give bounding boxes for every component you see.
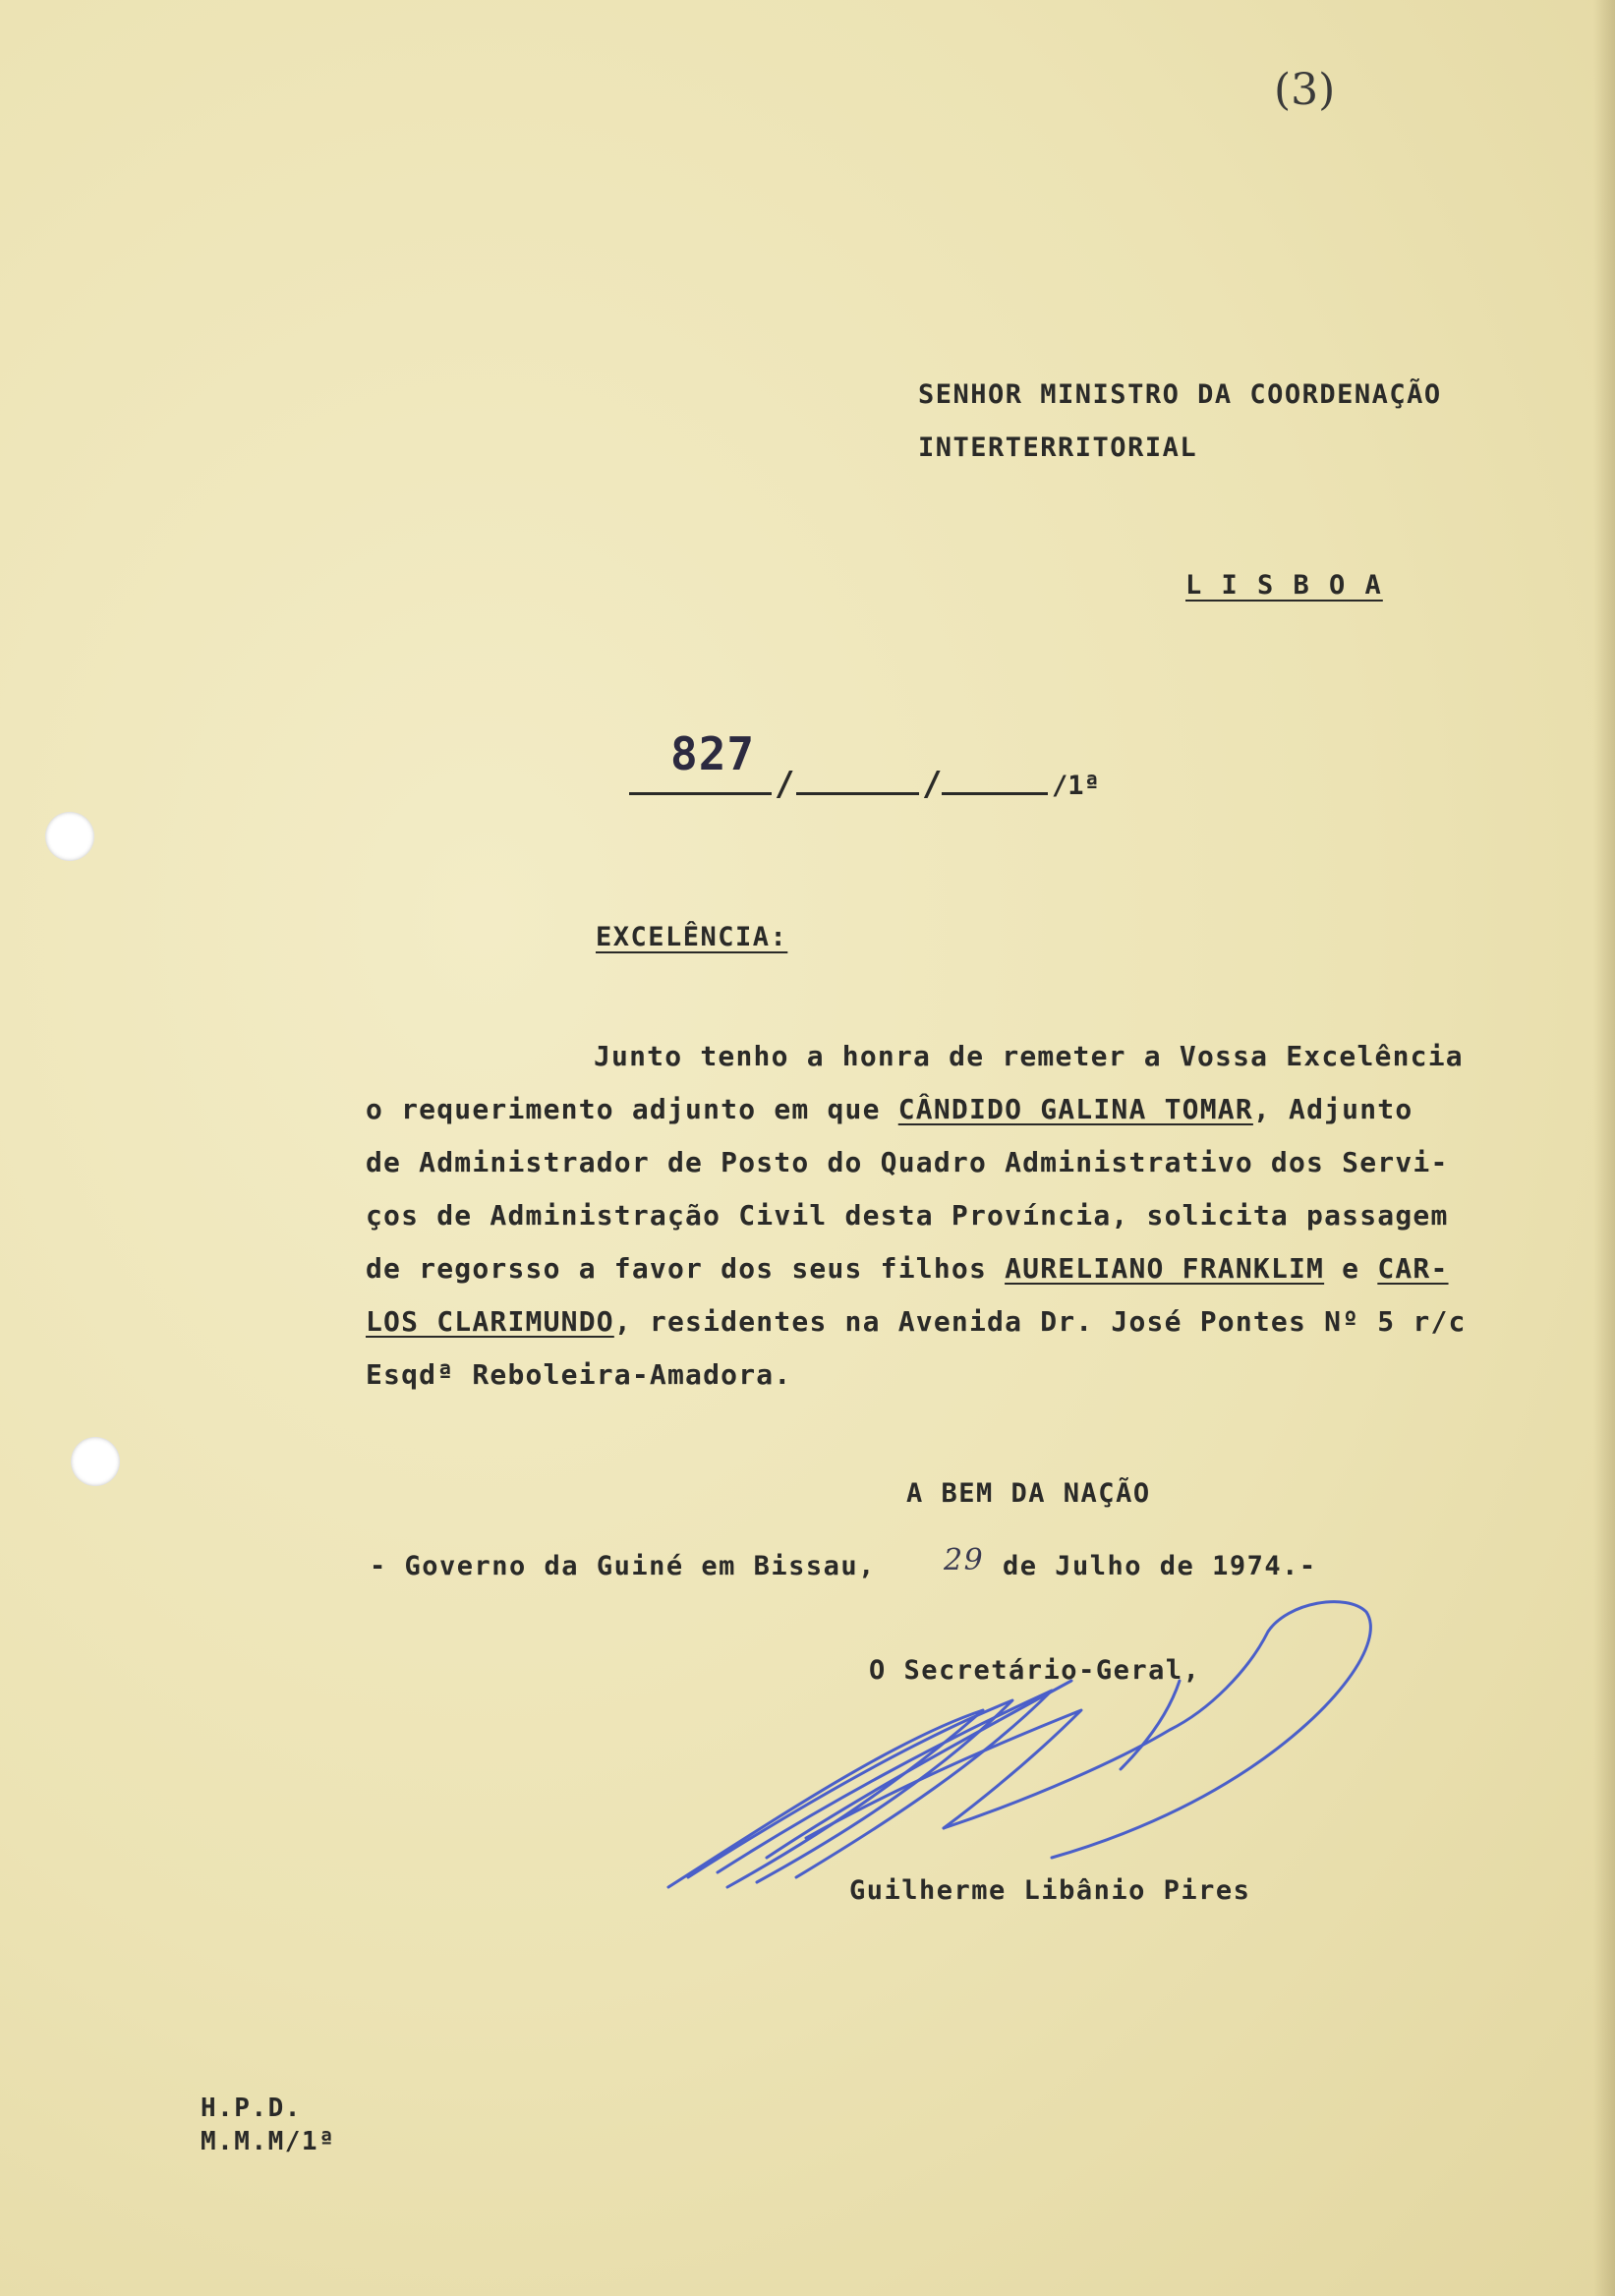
signatory-title: O Secretário-Geral, xyxy=(869,1655,1201,1686)
reference-underline-1 xyxy=(629,792,772,795)
place-date-prefix: - Governo da Guiné em Bissau, xyxy=(370,1551,876,1581)
closing-formula: A BEM DA NAÇÃO xyxy=(906,1478,1151,1509)
reference-suffix: /1ª xyxy=(1052,771,1100,801)
handwritten-signature xyxy=(659,1592,1406,1917)
body-line-3: de Administrador de Posto do Quadro Administrativo dos Servi- xyxy=(366,1146,1449,1178)
body-line-1: Junto tenho a honra de remeter a Vossa Excelência xyxy=(594,1040,1464,1072)
body-line-4: ços de Administração Civil desta Província, solicita passagem xyxy=(366,1199,1449,1232)
child-name-1: AURELIANO FRANKLIM xyxy=(1005,1252,1325,1285)
reference-slash-2: / xyxy=(922,765,943,804)
body-line-2 xyxy=(366,1093,1413,1125)
body-line-2-text-b: , Adjunto xyxy=(1252,1093,1413,1125)
reference-underline-3 xyxy=(942,792,1048,795)
initials-line-2: M.M.M/1ª xyxy=(201,2127,336,2156)
reference-number: 827 xyxy=(670,727,756,780)
body-line-2-text-a: o requerimento adjunto em que xyxy=(366,1093,898,1125)
place-date-suffix: de Julho de 1974.- xyxy=(1003,1551,1317,1581)
body-line-7: Esqdª Reboleira-Amadora. xyxy=(366,1358,792,1391)
reference-underline-2 xyxy=(796,792,919,795)
child-name-2-part-2: LOS CLARIMUNDO xyxy=(366,1305,614,1338)
reference-number-field xyxy=(629,727,1100,806)
body-line-6 xyxy=(366,1305,1467,1338)
salutation: EXCELÊNCIA: xyxy=(596,922,788,952)
initials-line-1: H.P.D. xyxy=(201,2094,302,2123)
body-line-5 xyxy=(366,1252,1449,1285)
addressee-line-1: SENHOR MINISTRO DA COORDENAÇÃO xyxy=(918,379,1442,410)
punch-hole-top xyxy=(45,812,94,861)
body-line-5-text-a: de regorsso a favor dos seus filhos xyxy=(366,1252,1006,1285)
punch-hole-bottom xyxy=(71,1437,120,1486)
body-line-5-text-b: e xyxy=(1324,1252,1378,1285)
child-name-2-part-1: CAR- xyxy=(1377,1252,1449,1285)
requester-name: CÂNDIDO GALINA TOMAR xyxy=(897,1093,1253,1125)
date-day-handwritten: 29 xyxy=(944,1543,985,1578)
addressee-city: L I S B O A xyxy=(1185,570,1383,601)
addressee-line-2: INTERTERRITORIAL xyxy=(918,432,1198,463)
body-line-6-text: , residentes na Avenida Dr. José Pontes Nº 5 r/c xyxy=(613,1305,1467,1338)
signatory-name: Guilherme Libânio Pires xyxy=(849,1875,1251,1906)
reference-slash-1: / xyxy=(775,765,795,804)
page-number: (3) xyxy=(1274,65,1336,115)
paper-edge-shadow xyxy=(1593,0,1615,2296)
